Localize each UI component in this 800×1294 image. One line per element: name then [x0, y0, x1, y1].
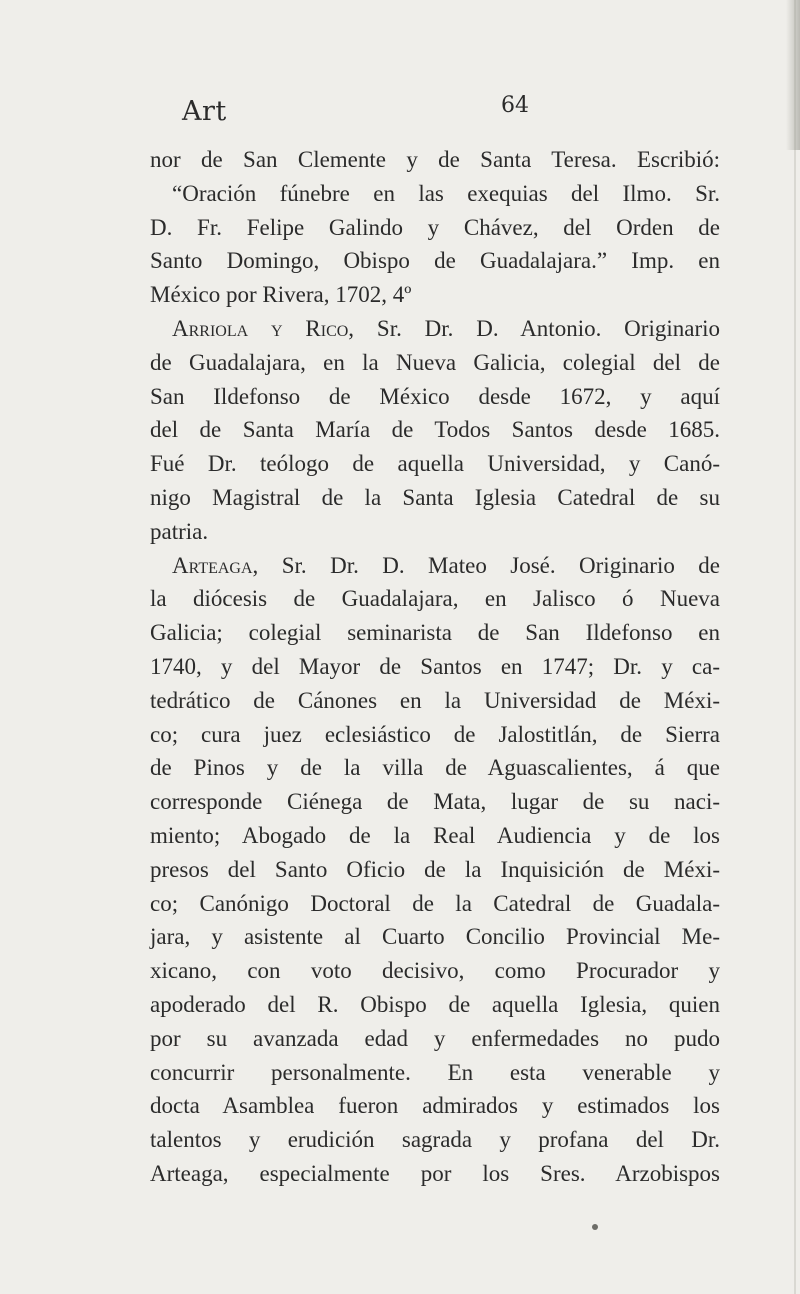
- text-line: México por Rivera, 1702, 4º: [150, 282, 412, 308]
- text-line: San Ildefonso de México desde 1672, y aquí: [150, 383, 720, 409]
- text-line: tedrático de Cánones en la Universidad de Méxi-: [150, 687, 720, 713]
- text-line: nigo Magistral de la Santa Iglesia Catedral de su: [150, 484, 720, 510]
- ink-speck: [592, 1224, 598, 1230]
- text-line: “Oración fúnebre en las exequias del Ilmo. Sr.: [172, 180, 720, 206]
- text-line: por su avanzada edad y enfermedades no pudo: [150, 1025, 720, 1051]
- entry-name-arteaga: Arteaga,: [172, 552, 259, 578]
- body-text: [150, 143, 720, 1191]
- text-line: la diócesis de Guadalajara, en Jalisco ó Nueva: [150, 586, 720, 612]
- text-line: miento; Abogado de la Real Audiencia y de los: [150, 822, 720, 848]
- text-line: concurrir personalmente. En esta venerable y: [150, 1059, 720, 1085]
- page-edge-line: [794, 0, 796, 1294]
- text-line: Sr. Dr. D. Mateo José. Originario de: [258, 552, 720, 578]
- text-line: Arteaga, especialmente por los Sres. Arzobispos: [150, 1160, 720, 1186]
- running-head-word: Art: [182, 96, 227, 127]
- text-line: de Guadalajara, en la Nueva Galicia, colegial del de: [150, 349, 720, 375]
- text-line: corresponde Ciénega de Mata, lugar de su naci-: [150, 789, 720, 815]
- text-line: patria.: [150, 518, 209, 544]
- entry-name-arriola: Arriola y Rico,: [172, 315, 355, 341]
- text-line: de Pinos y de la villa de Aguascalientes, á que: [150, 755, 720, 781]
- text-line: jara, y asistente al Cuarto Concilio Provincial Me-: [150, 924, 720, 950]
- text-line: co; Canónigo Doctoral de la Catedral de Guadala-: [150, 890, 720, 916]
- text-line: D. Fr. Felipe Galindo y Chávez, del Orden de: [150, 214, 720, 240]
- text-line: xicano, con voto decisivo, como Procurador y: [150, 958, 720, 984]
- entry-first-line: [150, 549, 720, 583]
- entry-first-line: [150, 312, 720, 346]
- text-line: apoderado del R. Obispo de aquella Iglesia, quien: [150, 991, 720, 1017]
- page-number: 64: [501, 93, 529, 118]
- text-line: del de Santa María de Todos Santos desde 1685.: [150, 417, 720, 443]
- text-line: co; cura juez eclesiástico de Jalostitlán, de Sierra: [150, 721, 720, 747]
- text-line: Galicia; colegial seminarista de San Ildefonso en: [150, 620, 720, 646]
- text-line: Sr. Dr. D. Antonio. Originario: [354, 315, 720, 341]
- text-line: presos del Santo Oficio de la Inquisición de Méxi-: [150, 856, 720, 882]
- page-edge-shadow: [786, 0, 800, 150]
- text-line: docta Asamblea fueron admirados y estimados los: [150, 1093, 720, 1119]
- text-line: nor de San Clemente y de Santa Teresa. Escribió:: [150, 147, 720, 172]
- text-line: talentos y erudición sagrada y profana del Dr.: [150, 1127, 720, 1153]
- text-line: 1740, y del Mayor de Santos en 1747; Dr. y ca-: [150, 653, 720, 679]
- text-line: Fué Dr. teólogo de aquella Universidad, y Canó-: [150, 451, 720, 477]
- text-line: Santo Domingo, Obispo de Guadalajara.” Imp. en: [150, 248, 720, 274]
- running-head: [182, 93, 662, 136]
